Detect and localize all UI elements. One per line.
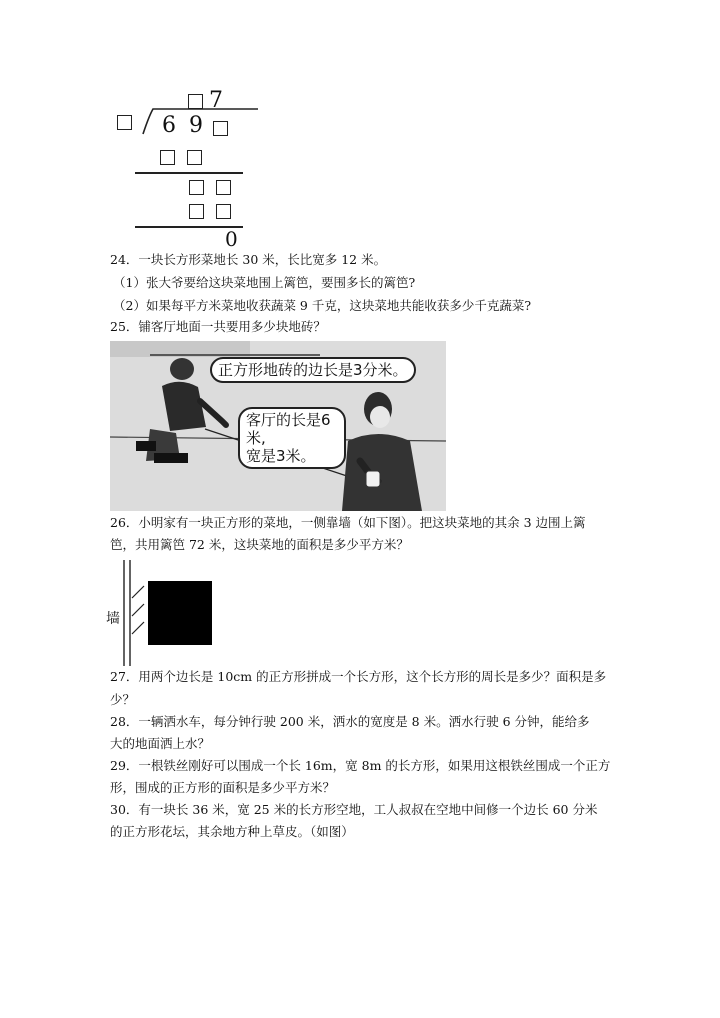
divisor-blank-box [117, 115, 132, 130]
q28-line-2: 大的地面洒上水？ [110, 736, 211, 751]
q28-line-1: 28．一辆洒水车，每分钟行驶 200 米，洒水的宽度是 8 米。洒水行驶 6 分钟，能给多 [110, 714, 590, 729]
remainder1-blank-box-2 [216, 180, 231, 195]
q24-line-1: 24．一块长方形菜地长 30 米，长比宽多 12 米。 [110, 252, 387, 267]
q26-line-1: 26．小明家有一块正方形的菜地，一侧靠墙（如下图）。把这块菜地的其余 3 边围上篱 [110, 515, 586, 530]
wall-label: 墙 [106, 611, 120, 627]
product2-blank-box-2 [216, 204, 231, 219]
dividend-blank-box [213, 121, 228, 136]
product2-blank-box-1 [189, 204, 204, 219]
square-vegetable-plot [148, 581, 212, 645]
q25-illustration [110, 341, 446, 511]
dividend-digit-1: 6 [162, 113, 176, 138]
q29-line-2: 形，围成的正方形的面积是多少平方米？ [110, 780, 336, 795]
q30-line-2: 的正方形花坛，其余地方种上草皮。（如图） [110, 824, 354, 839]
remainder1-blank-box-1 [189, 180, 204, 195]
quotient-digit: 7 [209, 88, 223, 113]
product1-blank-box-2 [187, 150, 202, 165]
q30-line-1: 30．有一块长 36 米，宽 25 米的长方形空地，工人叔叔在空地中间修一个边长 60 分米 [110, 802, 598, 817]
dividend-digit-2: 9 [189, 113, 203, 138]
q25-speech-bubble-tile: 正方形地砖的边长是3分米。 [210, 357, 416, 383]
q25-line-1: 25．铺客厅地面一共要用多少块地砖？ [110, 319, 326, 334]
product1-blank-box-1 [160, 150, 175, 165]
q26-line-2: 笆，共用篱笆 72 米，这块菜地的面积是多少平方米？ [110, 537, 409, 552]
q27-line-1: 27．用两个边长是 10cm 的正方形拼成一个长方形，这个长方形的周长是多少？面积是多 [110, 669, 607, 684]
q29-line-1: 29．一根铁丝刚好可以围成一个长 16m，宽 8m 的长方形，如果用这根铁丝围成一个正方 [110, 758, 611, 773]
q25-room-length-text: 客厅的长是6米, [246, 411, 331, 447]
final-remainder: 0 [225, 227, 238, 251]
q24-line-3: （2）如果每平方米菜地收获蔬菜 9 千克，这块菜地共能收获多少千克蔬菜? [113, 298, 532, 313]
q26-figure [100, 558, 230, 668]
q25-room-width-text: 宽是3米。 [246, 447, 316, 465]
q25-speech-bubble-room [238, 407, 346, 469]
division-rule-1 [135, 172, 243, 174]
q24-line-2: （1）张大爷要给这块菜地围上篱笆，要围多长的篱笆? [113, 275, 416, 290]
long-division-figure [105, 88, 255, 251]
q27-line-2: 少？ [110, 692, 136, 707]
